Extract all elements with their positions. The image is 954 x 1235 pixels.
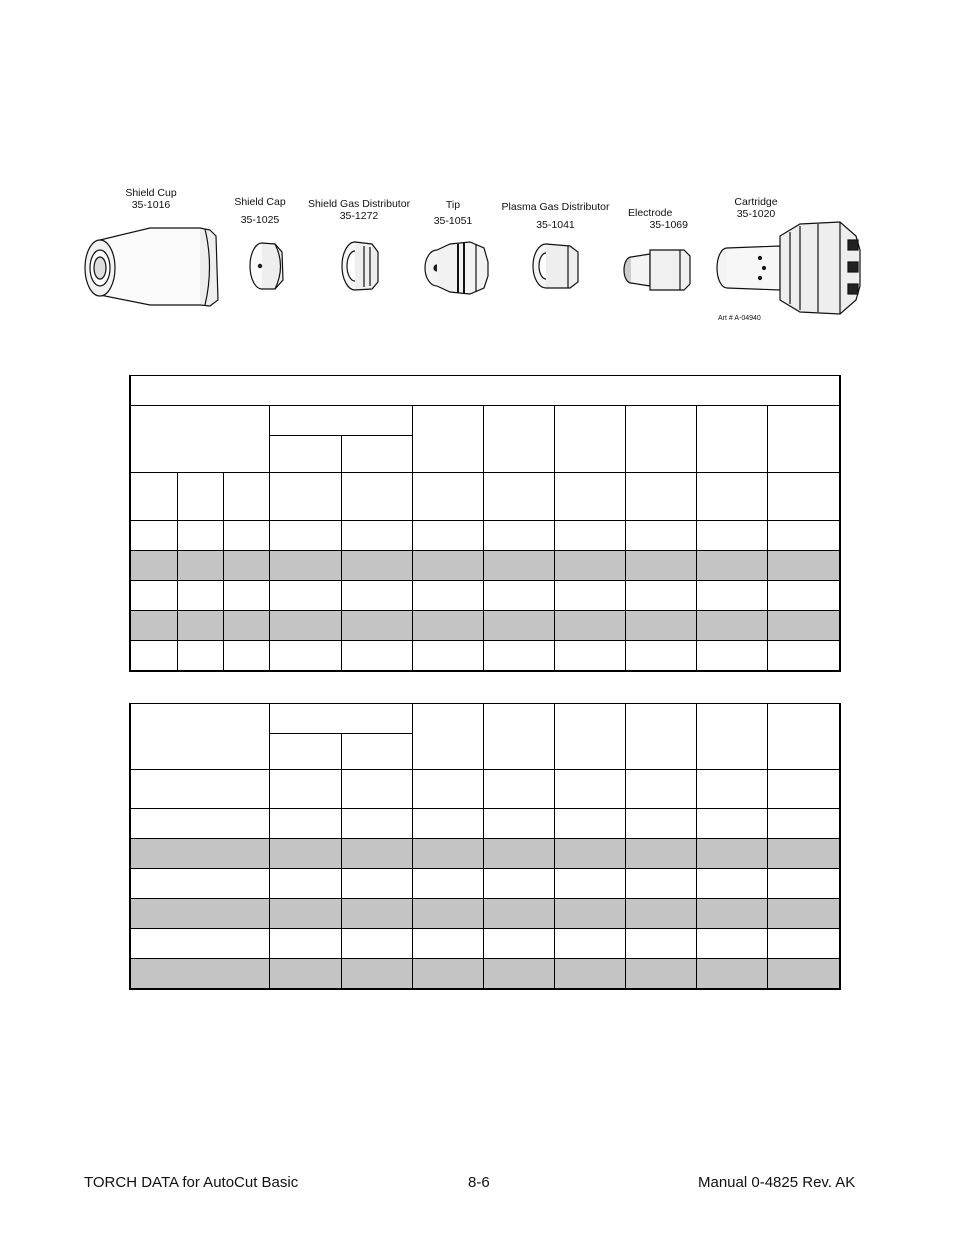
table-cell xyxy=(341,809,412,839)
table-cell xyxy=(625,809,696,839)
table-cell xyxy=(412,809,483,839)
table-cell xyxy=(767,406,840,473)
table-cell xyxy=(130,959,269,989)
table-cell xyxy=(554,959,625,989)
table-cell xyxy=(554,929,625,959)
table-row xyxy=(130,521,840,551)
table-cell xyxy=(625,704,696,770)
table-cell xyxy=(625,521,696,551)
table-cell xyxy=(130,641,177,671)
table-cell xyxy=(554,809,625,839)
table-cell xyxy=(554,704,625,770)
table-cell xyxy=(341,473,412,521)
table-cell xyxy=(483,959,554,989)
table-cell xyxy=(341,551,412,581)
table-row xyxy=(130,641,840,671)
part-name: Shield Cup xyxy=(125,187,177,199)
parts-illustration xyxy=(0,0,954,340)
table-cell xyxy=(767,809,840,839)
table-cell xyxy=(625,581,696,611)
table-cell xyxy=(696,809,767,839)
table-cell xyxy=(554,770,625,809)
table-cell xyxy=(554,551,625,581)
table-cell xyxy=(696,899,767,929)
table-cell xyxy=(483,770,554,809)
table-cell xyxy=(696,929,767,959)
table-cell xyxy=(625,406,696,473)
plasma-gas-distributor-drawing xyxy=(533,244,578,288)
table-cell xyxy=(696,581,767,611)
table-cell xyxy=(767,641,840,671)
table-cell xyxy=(625,839,696,869)
table-row xyxy=(130,551,840,581)
part-name: Electrode xyxy=(628,207,673,219)
table-cell xyxy=(269,436,341,473)
table-cell xyxy=(130,551,177,581)
table-cell xyxy=(130,704,269,770)
table-cell xyxy=(341,869,412,899)
part-number: 35-1025 xyxy=(240,214,280,226)
table-units-row xyxy=(130,770,840,809)
table-cell xyxy=(341,899,412,929)
table-cell xyxy=(269,641,341,671)
table-cell xyxy=(412,611,483,641)
table-header-row xyxy=(130,704,840,734)
table-cell xyxy=(625,641,696,671)
table-cell xyxy=(767,959,840,989)
table-cell xyxy=(341,839,412,869)
table-cell xyxy=(696,959,767,989)
table-cell xyxy=(223,611,269,641)
table-cell xyxy=(341,959,412,989)
table-cell xyxy=(269,521,341,551)
table-cell xyxy=(696,770,767,809)
tip-drawing xyxy=(425,242,488,294)
table-cell xyxy=(625,611,696,641)
table-cell xyxy=(341,929,412,959)
table-cell xyxy=(269,770,341,809)
table-cell xyxy=(483,929,554,959)
table-cell xyxy=(554,869,625,899)
table-cell xyxy=(223,521,269,551)
table-cell xyxy=(130,406,269,473)
part-number: 35-1041 xyxy=(536,219,575,231)
table-cell xyxy=(483,521,554,551)
table-cell xyxy=(269,406,412,436)
table-cell xyxy=(412,929,483,959)
consumables-drawing xyxy=(0,0,954,340)
table-cell xyxy=(341,436,412,473)
table-cell xyxy=(412,406,483,473)
table-cell xyxy=(177,473,223,521)
table-cell xyxy=(483,581,554,611)
table-row xyxy=(130,869,840,899)
table-cell xyxy=(483,869,554,899)
part-number: 35-1051 xyxy=(433,215,473,227)
part-name: Shield Cap xyxy=(234,196,286,208)
table-cell xyxy=(767,929,840,959)
shield-cup-drawing xyxy=(85,228,218,306)
cartridge-drawing xyxy=(717,222,860,314)
table-cell xyxy=(767,551,840,581)
table-row xyxy=(130,839,840,869)
table-cell xyxy=(130,521,177,551)
shield-cap-label xyxy=(230,196,290,226)
table-cell xyxy=(483,406,554,473)
table-cell xyxy=(483,641,554,671)
table-cell xyxy=(625,929,696,959)
table-row xyxy=(130,899,840,929)
table-cell xyxy=(130,839,269,869)
table-cell xyxy=(696,406,767,473)
table-cell xyxy=(696,551,767,581)
table-cell xyxy=(483,611,554,641)
footer-manual-number: Manual 0-4825 Rev. AK xyxy=(698,1174,856,1191)
footer-page-number: 8-6 xyxy=(468,1174,490,1191)
table-cell xyxy=(130,809,269,839)
table-cell xyxy=(412,581,483,611)
cartridge-label xyxy=(726,196,786,220)
table-cell xyxy=(341,734,412,770)
table-cell xyxy=(767,770,840,809)
table-cell xyxy=(269,551,341,581)
table-cell xyxy=(625,899,696,929)
table-cell xyxy=(767,899,840,929)
table-cell xyxy=(177,521,223,551)
table-cell xyxy=(625,770,696,809)
table-cell xyxy=(412,521,483,551)
table-cell xyxy=(625,551,696,581)
table-cell xyxy=(177,641,223,671)
table-cell xyxy=(269,809,341,839)
table-cell xyxy=(483,809,554,839)
table-cell xyxy=(625,959,696,989)
table-cell xyxy=(696,704,767,770)
table-cell xyxy=(223,641,269,671)
table-cell xyxy=(269,899,341,929)
table-cell xyxy=(269,869,341,899)
table-cell xyxy=(554,473,625,521)
table-cell xyxy=(696,521,767,551)
table-cell xyxy=(223,473,269,521)
table-cell xyxy=(130,899,269,929)
table-cell xyxy=(696,839,767,869)
table-cell xyxy=(412,704,483,770)
table-cell xyxy=(130,770,269,809)
table-cell xyxy=(483,839,554,869)
part-number: 35-1020 xyxy=(736,208,776,220)
table-row xyxy=(130,959,840,989)
table-row xyxy=(130,929,840,959)
table-cell xyxy=(130,473,177,521)
table-cell xyxy=(269,473,341,521)
table-title-row xyxy=(130,376,840,406)
table-cell xyxy=(483,704,554,770)
table-cell xyxy=(767,839,840,869)
table-cell xyxy=(554,611,625,641)
cut-chart-table-1 xyxy=(129,375,841,672)
table-cell xyxy=(483,551,554,581)
table-cell xyxy=(412,959,483,989)
table-units-row xyxy=(130,473,840,521)
shield-gas-distributor-label xyxy=(304,198,414,222)
table-cell xyxy=(130,581,177,611)
shield-cap-drawing xyxy=(250,243,283,289)
table-cell xyxy=(554,406,625,473)
table-cell xyxy=(412,839,483,869)
table-cell xyxy=(341,611,412,641)
shield-cup-label xyxy=(116,187,186,211)
part-name: Shield Gas Distributor xyxy=(307,198,411,210)
art-number: Art # A-04940 xyxy=(718,315,761,322)
table-cell xyxy=(767,521,840,551)
table-cell xyxy=(412,473,483,521)
part-name: Plasma Gas Distributor xyxy=(501,201,610,213)
table-cell xyxy=(341,641,412,671)
table-cell xyxy=(412,641,483,671)
table-cell xyxy=(269,704,412,734)
table-cell xyxy=(554,521,625,551)
table-cell xyxy=(767,869,840,899)
part-number: 35-1016 xyxy=(131,199,171,211)
table-row xyxy=(130,809,840,839)
table-cell xyxy=(130,376,840,406)
table-cell xyxy=(223,581,269,611)
table-cell xyxy=(130,929,269,959)
part-name: Cartridge xyxy=(734,196,778,208)
table-cell xyxy=(177,551,223,581)
table-cell xyxy=(269,611,341,641)
table-cell xyxy=(767,704,840,770)
table-cell xyxy=(223,551,269,581)
table-cell xyxy=(554,581,625,611)
electrode-label xyxy=(628,207,688,231)
table-cell xyxy=(767,581,840,611)
table-cell xyxy=(412,770,483,809)
table-cell xyxy=(767,611,840,641)
table-cell xyxy=(341,770,412,809)
table-cell xyxy=(483,473,554,521)
table-header-row xyxy=(130,406,840,436)
table-cell xyxy=(625,869,696,899)
table-cell xyxy=(269,959,341,989)
table-cell xyxy=(269,581,341,611)
tip-label xyxy=(428,199,478,227)
table-cell xyxy=(554,641,625,671)
table-cell xyxy=(554,839,625,869)
shield-gas-distributor-drawing xyxy=(342,242,378,290)
table-cell xyxy=(696,641,767,671)
plasma-gas-distributor-label xyxy=(498,201,613,231)
table-cell xyxy=(130,611,177,641)
table-cell xyxy=(696,611,767,641)
table-cell xyxy=(554,899,625,929)
part-name: Tip xyxy=(445,199,461,211)
table-cell xyxy=(412,899,483,929)
table-cell xyxy=(412,551,483,581)
table-cell xyxy=(767,473,840,521)
footer-section-title: TORCH DATA for AutoCut Basic xyxy=(84,1174,299,1191)
table-cell xyxy=(130,869,269,899)
cut-chart-table-2 xyxy=(129,703,841,990)
table-cell xyxy=(412,869,483,899)
table-row xyxy=(130,581,840,611)
table-cell xyxy=(341,581,412,611)
part-number: 35-1272 xyxy=(339,210,379,222)
table-cell xyxy=(696,869,767,899)
table-cell xyxy=(177,581,223,611)
electrode-drawing xyxy=(624,250,690,290)
table-cell xyxy=(483,899,554,929)
table-cell xyxy=(625,473,696,521)
table-row xyxy=(130,611,840,641)
table-cell xyxy=(696,473,767,521)
table-cell xyxy=(177,611,223,641)
table-cell xyxy=(341,521,412,551)
table-cell xyxy=(269,929,341,959)
part-number: 35-1069 xyxy=(649,219,688,231)
table-cell xyxy=(269,734,341,770)
table-cell xyxy=(269,839,341,869)
